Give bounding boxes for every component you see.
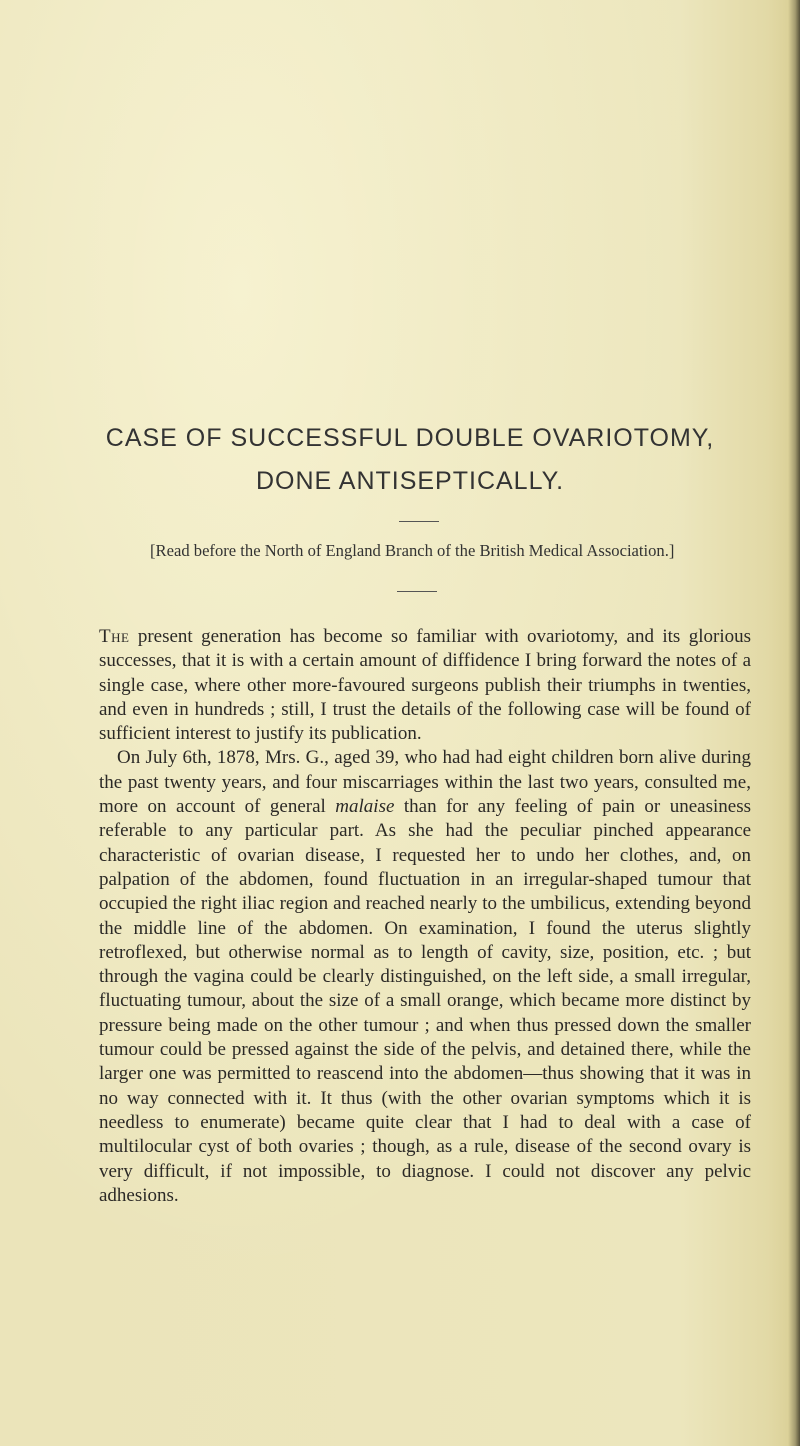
page-edge-shadow bbox=[788, 0, 800, 1446]
read-before-note: [Read before the North of England Branch of the British Medical Association.] bbox=[150, 541, 675, 560]
title-line-2: DONE ANTISEPTICALLY. bbox=[255, 467, 565, 495]
article-body bbox=[99, 625, 751, 1208]
italic-term: malaise bbox=[335, 796, 395, 818]
paragraph-2-text-start: On July 6th, 1878, Mrs. G., aged 39, who had had eight children born alive during the past twenty years, and four miscarriages within the last two years, consulted me, more on account of general bbox=[99, 747, 751, 818]
divider-top bbox=[399, 521, 439, 522]
title-line-1: CASE OF SUCCESSFUL DOUBLE OVARIOTOMY, bbox=[105, 424, 715, 452]
paragraph-2 bbox=[99, 746, 751, 1208]
divider-bottom bbox=[397, 591, 437, 592]
paragraph-1-text: present generation has become so familiar with ovariotomy, and its glorious successes, that it is with a certain amount of diffidence I bring forward the notes of a single case, where other more-favoured surgeons publish their triumphs in twenties, and even in hundreds ; still, I trust the details of the following case will be found of sufficient interest to justify its publication. bbox=[99, 626, 751, 745]
paragraph-1-first-word: The bbox=[99, 626, 130, 647]
paragraph-1 bbox=[99, 625, 751, 746]
paragraph-2-text-end: than for any feeling of pain or uneasiness referable to any particular part. As she had the peculiar pinched appearance characteristic of ovarian disease, I requested her to undo her clothes, and, on palpation of the abdomen, found fluctuation in an irregular-shaped tumour that occupied the right iliac region and reached nearly to the umbilicus, extending beyond the middle line of the abdomen. On examination, I found the uterus slightly retroflexed, but otherwise normal as to length of cavity, size, position, etc. ; but through the vagina could be clearly distinguished, on the left side, a small irregular, fluctuating tumour, about the size of a small orange, which became more distinct by pressure being made on the other tumour ; and when thus pressed down the smaller tumour could be pressed against the side of the pelvis, and detained there, while the larger one was permitted to reascend into the abdomen—thus showing that it was in no way connected with it. It thus (with the other ovarian symptoms which it is needless to enumerate) became quite clear that I had to deal with a case of multilocular cyst of both ovaries ; though, as a rule, disease of the second ovary is very difficult, if not impossible, to diagnose. I could not discover any pelvic adhesions. bbox=[99, 796, 751, 1206]
